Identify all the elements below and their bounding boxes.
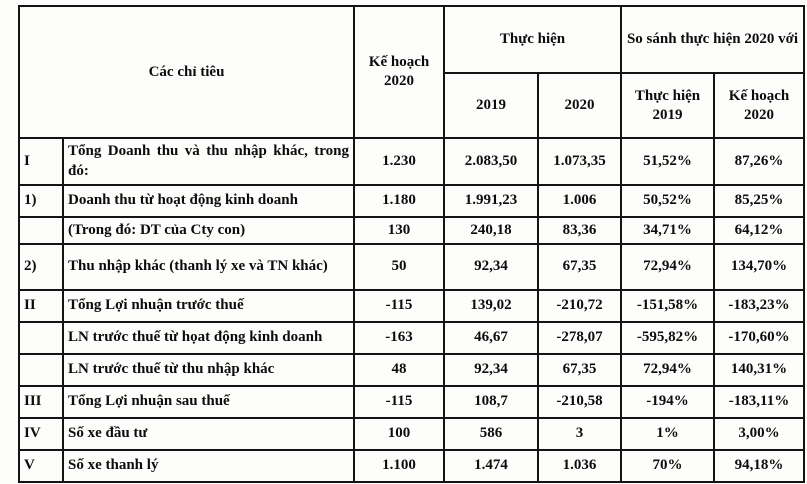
plan-2020-value: 50 xyxy=(354,244,444,290)
actual-2019-value: 92,34 xyxy=(444,244,538,290)
row-index xyxy=(19,354,63,386)
row-label: Tổng Lợi nhuận sau thuế xyxy=(63,386,354,418)
vs-actual-2019-value: -151,58% xyxy=(621,290,714,322)
row-label: Số xe đầu tư xyxy=(63,418,354,450)
plan-2020-value: 1.180 xyxy=(354,185,444,217)
row-index: V xyxy=(19,450,63,482)
row-index: IV xyxy=(19,418,63,450)
plan-2020-value: 1.230 xyxy=(354,138,444,185)
row-label: LN trước thuế từ thu nhập khác xyxy=(63,354,354,386)
vs-actual-2019-value: 50,52% xyxy=(621,185,714,217)
plan-2020-value: -115 xyxy=(354,386,444,418)
actual-2019-value: 240,18 xyxy=(444,217,538,244)
plan-2020-value: -115 xyxy=(354,290,444,322)
actual-2020-value: 67,35 xyxy=(538,244,621,290)
table-row xyxy=(19,354,804,386)
vs-plan-2020-value: 140,31% xyxy=(714,354,804,386)
row-index: I xyxy=(19,138,63,185)
actual-2020-value: -210,58 xyxy=(538,386,621,418)
vs-actual-2019-value: 34,71% xyxy=(621,217,714,244)
vs-actual-2019-value: -194% xyxy=(621,386,714,418)
vs-plan-2020-value: -183,11% xyxy=(714,386,804,418)
vs-actual-2019-value: 70% xyxy=(621,450,714,482)
plan-2020-value: 1.100 xyxy=(354,450,444,482)
row-label: (Trong đó: DT của Cty con) xyxy=(63,217,354,244)
row-label: Số xe thanh lý xyxy=(63,450,354,482)
actual-2019-value: 108,7 xyxy=(444,386,538,418)
actual-2019-value: 1.474 xyxy=(444,450,538,482)
header-compare-plan-2020: Kế hoạch 2020 xyxy=(714,73,804,138)
header-actual-2020: 2020 xyxy=(538,73,621,138)
actual-2020-value: 3 xyxy=(538,418,621,450)
actual-2019-value: 1.991,23 xyxy=(444,185,538,217)
actual-2020-value: 1.073,35 xyxy=(538,138,621,185)
header-plan-2020: Kế hoạch 2020 xyxy=(354,6,444,138)
actual-2019-value: 46,67 xyxy=(444,322,538,354)
row-index: II xyxy=(19,290,63,322)
actual-2020-value: -210,72 xyxy=(538,290,621,322)
table-row xyxy=(19,185,804,217)
vs-plan-2020-value: 64,12% xyxy=(714,217,804,244)
plan-2020-value: -163 xyxy=(354,322,444,354)
table-row xyxy=(19,386,804,418)
row-index xyxy=(19,322,63,354)
plan-2020-value: 100 xyxy=(354,418,444,450)
row-label: Doanh thu từ hoạt động kinh doanh xyxy=(63,185,354,217)
actual-2019-value: 139,02 xyxy=(444,290,538,322)
vs-actual-2019-value: 51,52% xyxy=(621,138,714,185)
vs-actual-2019-value: 72,94% xyxy=(621,354,714,386)
vs-plan-2020-value: -183,23% xyxy=(714,290,804,322)
actual-2020-value: 83,36 xyxy=(538,217,621,244)
row-label: Tổng Doanh thu và thu nhập khác, trong đó: xyxy=(63,138,354,185)
financial-table xyxy=(18,5,805,483)
table-row xyxy=(19,138,804,185)
row-label: LN trước thuế từ họat động kinh doanh xyxy=(63,322,354,354)
actual-2020-value: 1.036 xyxy=(538,450,621,482)
vs-plan-2020-value: 134,70% xyxy=(714,244,804,290)
table-row xyxy=(19,244,804,290)
table-row xyxy=(19,322,804,354)
vs-plan-2020-value: 3,00% xyxy=(714,418,804,450)
vs-actual-2019-value: 72,94% xyxy=(621,244,714,290)
header-actual-2019: 2019 xyxy=(444,73,538,138)
header-actual: Thực hiện xyxy=(444,6,621,73)
header-compare-actual-2019: Thực hiện 2019 xyxy=(621,73,714,138)
vs-actual-2019-value: -595,82% xyxy=(621,322,714,354)
actual-2020-value: 1.006 xyxy=(538,185,621,217)
row-index: III xyxy=(19,386,63,418)
actual-2020-value: -278,07 xyxy=(538,322,621,354)
vs-plan-2020-value: 87,26% xyxy=(714,138,804,185)
vs-plan-2020-value: -170,60% xyxy=(714,322,804,354)
table-row xyxy=(19,217,804,244)
header-items: Các chỉ tiêu xyxy=(19,6,354,138)
table-row xyxy=(19,290,804,322)
vs-plan-2020-value: 85,25% xyxy=(714,185,804,217)
row-label: Tổng Lợi nhuận trước thuế xyxy=(63,290,354,322)
header-row-1 xyxy=(19,6,804,73)
actual-2019-value: 2.083,50 xyxy=(444,138,538,185)
plan-2020-value: 48 xyxy=(354,354,444,386)
row-index xyxy=(19,217,63,244)
plan-2020-value: 130 xyxy=(354,217,444,244)
vs-actual-2019-value: 1% xyxy=(621,418,714,450)
actual-2019-value: 586 xyxy=(444,418,538,450)
actual-2020-value: 67,35 xyxy=(538,354,621,386)
actual-2019-value: 92,34 xyxy=(444,354,538,386)
row-index: 1) xyxy=(19,185,63,217)
header-compare: So sánh thực hiện 2020 với xyxy=(621,6,804,73)
vs-plan-2020-value: 94,18% xyxy=(714,450,804,482)
table-row xyxy=(19,418,804,450)
row-label: Thu nhập khác (thanh lý xe và TN khác) xyxy=(63,244,354,290)
row-index: 2) xyxy=(19,244,63,290)
table-row xyxy=(19,450,804,482)
